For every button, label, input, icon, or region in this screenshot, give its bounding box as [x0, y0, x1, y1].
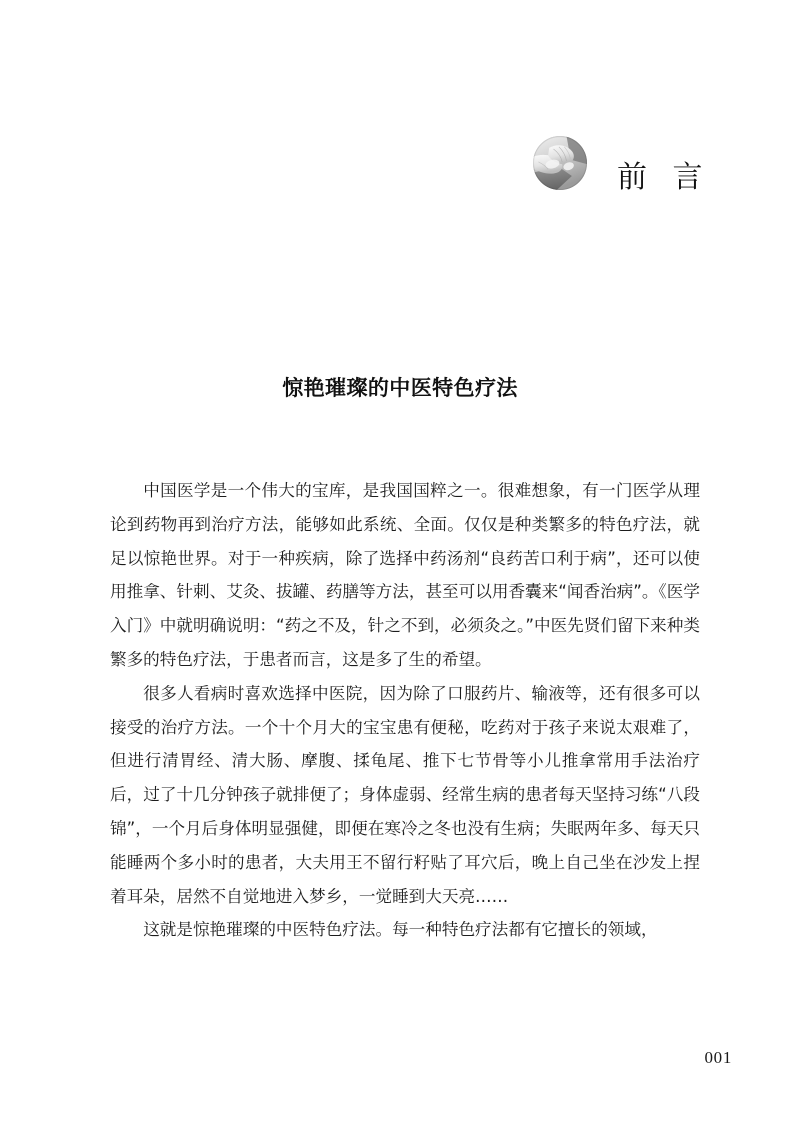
- hands-massage-photo: [533, 136, 587, 190]
- article-heading: 惊艳璀璨的中医特色疗法: [282, 376, 518, 400]
- article-body: [110, 474, 700, 947]
- paragraph: 这就是惊艳璀璨的中医特色疗法。每一种特色疗法都有它擅长的领域，: [143, 920, 658, 940]
- page-number: 001: [704, 1048, 732, 1067]
- chapter-label: 前 言: [617, 161, 712, 194]
- paragraph: 中国医学是一个伟大的宝库，是我国国粹之一。很难想象，有一门医学从理论到药物再到治疗方法，能够如此系统、全面。仅仅是种类繁多的特色疗法，就足以惊艳世界。对于一种疾病，除了选择中药汤剂“良药苦口利于病”，还可以使用推拿、针刺、艾灸、拔罐、药膳等方法，甚至可以用香囊来“闻香治病”。《医学入门》中就明确说明：“药之不及，针之不到，必须灸之。”中医先贤们留下来种类繁多的特色疗法，于患者而言，这是多了生的希望。: [110, 481, 700, 669]
- chapter-header: [500, 110, 740, 210]
- paragraph: 很多人看病时喜欢选择中医院，因为除了口服药片、输液等，还有很多可以接受的治疗方法。一个十个月大的宝宝患有便秘，吃药对于孩子来说太艰难了，但进行清胃经、清大肠、摩腹、揉龟尾、推下七节骨等小儿推拿常用手法治疗后，过了十几分钟孩子就排便了；身体虚弱、经常生病的患者每天坚持习练“八段锦”，一个月后身体明显强健，即便在寒冷之冬也没有生病；失眠两年多、每天只能睡两个多小时的患者，大夫用王不留行籽贴了耳穴后，晚上自己坐在沙发上捏着耳朵，居然不自觉地进入梦乡，一觉睡到大天亮……: [110, 683, 700, 906]
